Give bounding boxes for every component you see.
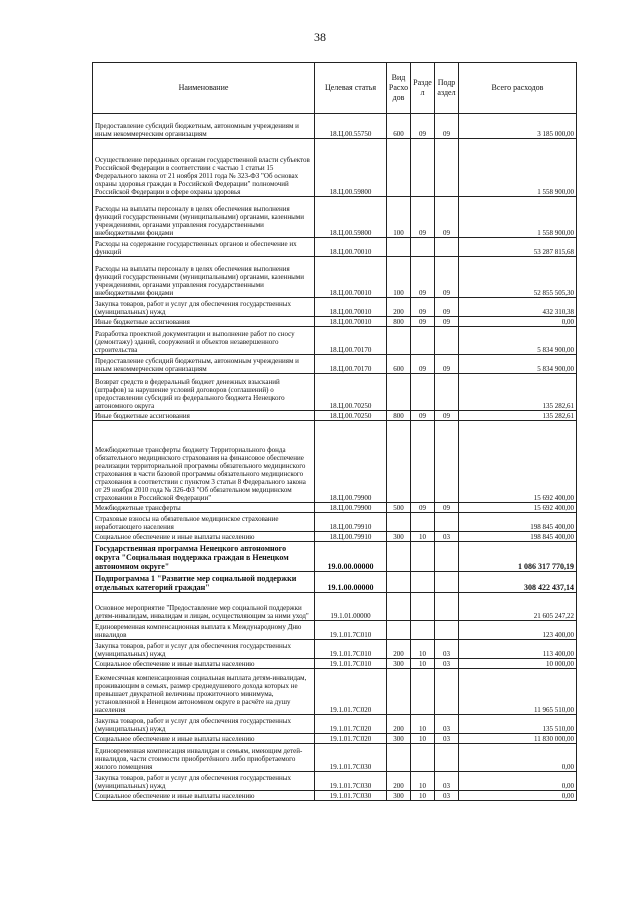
table-row	[93, 542, 577, 572]
row-expense-kind	[387, 374, 411, 411]
row-target-article: 18.Ц.00.70170	[315, 327, 387, 355]
row-section: 10	[411, 640, 435, 659]
table-row	[93, 715, 577, 734]
row-subsection	[435, 669, 459, 715]
row-section: 10	[411, 772, 435, 791]
row-target-article: 19.1.01.7С030	[315, 772, 387, 791]
row-name: Предоставление субсидий бюджетным, автономным учреждениям и иным некоммерческим организациям	[93, 355, 315, 374]
row-total: 5 834 900,00	[459, 355, 577, 374]
row-expense-kind: 500	[387, 503, 411, 513]
row-name: Ежемесячная компенсационная социальная выплата детям-инвалидам, проживающим в семьях, размер среднедушевого дохода которых не превышает двукратной величины прожиточного минимума, установленной в Ненецком автономном округе в расчёте на душу населения	[93, 669, 315, 715]
row-subsection: 09	[435, 197, 459, 238]
row-section: 09	[411, 411, 435, 421]
row-total: 52 855 505,30	[459, 257, 577, 298]
row-expense-kind: 200	[387, 772, 411, 791]
header-name: Наименование	[93, 63, 315, 114]
row-total: 198 845 400,00	[459, 532, 577, 542]
row-name: Предоставление субсидий бюджетным, автономным учреждениям и иным некоммерческим организациям	[93, 114, 315, 139]
row-total: 432 310,38	[459, 298, 577, 317]
row-name: Закупка товаров, работ и услуг для обеспечения государственных (муниципальных) нужд	[93, 772, 315, 791]
row-total: 1 558 900,00	[459, 139, 577, 197]
row-total: 3 185 000,00	[459, 114, 577, 139]
row-total: 53 287 815,68	[459, 238, 577, 257]
table-row	[93, 355, 577, 374]
row-section	[411, 513, 435, 532]
table-row	[93, 298, 577, 317]
row-target-article: 19.1.01.7С030	[315, 744, 387, 772]
row-name: Возврат средств в федеральный бюджет денежных взысканий (штрафов) за нарушение условий договоров (соглашений) о предоставлении субсидий из федерального бюджета Ненецкого автономного округа	[93, 374, 315, 411]
row-expense-kind	[387, 621, 411, 640]
row-total: 1 086 317 770,19	[459, 542, 577, 572]
row-expense-kind: 300	[387, 791, 411, 801]
row-subsection	[435, 327, 459, 355]
row-expense-kind	[387, 139, 411, 197]
row-subsection: 03	[435, 772, 459, 791]
row-expense-kind	[387, 669, 411, 715]
row-section: 09	[411, 298, 435, 317]
row-total: 15 692 400,00	[459, 503, 577, 513]
row-expense-kind: 800	[387, 317, 411, 327]
row-total: 5 834 900,00	[459, 327, 577, 355]
row-section: 10	[411, 791, 435, 801]
row-total: 0,00	[459, 744, 577, 772]
row-total: 11 965 510,00	[459, 669, 577, 715]
row-section	[411, 572, 435, 593]
row-total: 0,00	[459, 791, 577, 801]
row-target-article: 19.0.00.00000	[315, 542, 387, 572]
row-total: 123 400,00	[459, 621, 577, 640]
table-row	[93, 238, 577, 257]
row-section: 09	[411, 317, 435, 327]
table-row	[93, 791, 577, 801]
row-section	[411, 238, 435, 257]
row-target-article: 18.Ц.00.55750	[315, 114, 387, 139]
table-row	[93, 772, 577, 791]
table-row	[93, 197, 577, 238]
row-subsection	[435, 542, 459, 572]
table-row	[93, 532, 577, 542]
row-subsection: 03	[435, 659, 459, 669]
table-row	[93, 744, 577, 772]
row-total: 15 692 400,00	[459, 421, 577, 503]
table-row	[93, 411, 577, 421]
row-name: Расходы на выплаты персоналу в целях обеспечения выполнения функций государственными (муниципальными) органами, казенными учреждениями, органами управления государственными внебюджетными фондами	[93, 257, 315, 298]
row-section	[411, 139, 435, 197]
row-target-article: 18.Ц.00.70010	[315, 317, 387, 327]
row-subsection: 09	[435, 298, 459, 317]
row-expense-kind	[387, 421, 411, 503]
row-section	[411, 421, 435, 503]
row-section: 10	[411, 532, 435, 542]
row-name: Социальное обеспечение и иные выплаты населению	[93, 734, 315, 744]
row-total: 11 830 000,00	[459, 734, 577, 744]
row-expense-kind: 200	[387, 640, 411, 659]
row-expense-kind: 100	[387, 257, 411, 298]
row-target-article: 19.1.01.00000	[315, 593, 387, 621]
row-expense-kind: 300	[387, 659, 411, 669]
row-target-article: 18.Ц.00.70010	[315, 238, 387, 257]
row-section: 10	[411, 734, 435, 744]
row-target-article: 19.1.00.00000	[315, 572, 387, 593]
row-expense-kind	[387, 327, 411, 355]
row-section	[411, 542, 435, 572]
row-subsection: 09	[435, 411, 459, 421]
table-header-row	[93, 63, 577, 114]
row-section	[411, 374, 435, 411]
row-name: Межбюджетные трансферты	[93, 503, 315, 513]
header-total: Всего расходов	[459, 63, 577, 114]
row-section: 09	[411, 257, 435, 298]
table-row	[93, 572, 577, 593]
row-target-article: 19.1.01.7С020	[315, 669, 387, 715]
row-subsection	[435, 374, 459, 411]
row-target-article: 18.Ц.00.70170	[315, 355, 387, 374]
row-expense-kind	[387, 572, 411, 593]
row-subsection: 03	[435, 532, 459, 542]
row-subsection	[435, 238, 459, 257]
row-subsection: 03	[435, 715, 459, 734]
row-name: Осуществление переданных органам государственной власти субъектов Российской Федерации в соответствии с частью 1 статьи 15 Федерального закона от 21 ноября 2011 года № 323-ФЗ "Об основах охраны здоровья граждан в Российской Федерации" полномочий Российской Федерации в сфере охраны здоровья	[93, 139, 315, 197]
table-row	[93, 114, 577, 139]
row-expense-kind: 300	[387, 532, 411, 542]
row-section: 10	[411, 659, 435, 669]
row-section	[411, 621, 435, 640]
row-name: Основное мероприятие "Предоставление мер социальной поддержки детям-инвалидам, инвалидам и лицам, осуществляющим за ними уход"	[93, 593, 315, 621]
table-row	[93, 257, 577, 298]
table-row	[93, 669, 577, 715]
row-subsection: 09	[435, 114, 459, 139]
row-target-article: 18.Ц.00.70250	[315, 374, 387, 411]
row-expense-kind: 200	[387, 298, 411, 317]
row-total: 135 282,61	[459, 411, 577, 421]
row-name: Межбюджетные трансферты бюджету Территориального фонда обязательного медицинского страхования на финансовое обеспечение реализации территориальной программы обязательного медицинского страхования в части базовой программы обязательного медицинского страхования в соответствии с пунктом 3 статьи 8 Федерального закона от 29 ноября 2010 года № 326-ФЗ "Об обязательном медицинском страховании в Российской Федерации"	[93, 421, 315, 503]
table-row	[93, 734, 577, 744]
header-target-article: Целевая статья	[315, 63, 387, 114]
row-name: Единовременная компенсационная выплата к Международному Дню инвалидов	[93, 621, 315, 640]
row-target-article: 19.1.01.7С020	[315, 715, 387, 734]
row-section	[411, 327, 435, 355]
header-section: Разде л	[411, 63, 435, 114]
row-target-article: 19.1.01.7С010	[315, 640, 387, 659]
row-subsection: 09	[435, 355, 459, 374]
row-target-article: 18.Ц.00.70010	[315, 298, 387, 317]
row-name: Государственная программа Ненецкого автономного округа "Социальная поддержка граждан в Ненецком автономном округе"	[93, 542, 315, 572]
row-name: Подпрограмма 1 "Развитие мер социальной поддержки отдельных категорий граждан"	[93, 572, 315, 593]
row-total: 113 400,00	[459, 640, 577, 659]
row-target-article: 18.Ц.00.70010	[315, 257, 387, 298]
table-body	[93, 114, 577, 801]
row-expense-kind: 100	[387, 197, 411, 238]
page-number: 38	[314, 30, 326, 44]
table-row	[93, 503, 577, 513]
row-target-article: 19.1.01.7С010	[315, 659, 387, 669]
table-row	[93, 513, 577, 532]
row-section	[411, 593, 435, 621]
row-target-article: 18.Ц.00.79910	[315, 532, 387, 542]
row-name: Единовременная компенсация инвалидам и семьям, имеющим детей-инвалидов, части стоимости приобретённого либо приобретаемого жилого помещения	[93, 744, 315, 772]
row-expense-kind: 600	[387, 355, 411, 374]
row-subsection	[435, 572, 459, 593]
row-subsection: 09	[435, 257, 459, 298]
row-subsection: 03	[435, 791, 459, 801]
row-total: 1 558 900,00	[459, 197, 577, 238]
row-section	[411, 669, 435, 715]
row-target-article: 18.Ц.00.79900	[315, 503, 387, 513]
row-name: Разработка проектной документации и выполнение работ по сносу (демонтажу) зданий, сооружений и объектов незавершенного строительства	[93, 327, 315, 355]
row-subsection	[435, 744, 459, 772]
row-expense-kind: 800	[387, 411, 411, 421]
row-expense-kind: 200	[387, 715, 411, 734]
table-row	[93, 374, 577, 411]
row-subsection: 09	[435, 503, 459, 513]
row-target-article: 18.Ц.00.79910	[315, 513, 387, 532]
table-row	[93, 659, 577, 669]
row-name: Закупка товаров, работ и услуг для обеспечения государственных (муниципальных) нужд	[93, 298, 315, 317]
table-row	[93, 593, 577, 621]
row-expense-kind	[387, 542, 411, 572]
row-name: Социальное обеспечение и иные выплаты населению	[93, 532, 315, 542]
row-total: 0,00	[459, 317, 577, 327]
row-section	[411, 744, 435, 772]
row-section: 09	[411, 503, 435, 513]
row-section: 09	[411, 197, 435, 238]
row-subsection	[435, 421, 459, 503]
table-row	[93, 327, 577, 355]
row-expense-kind	[387, 513, 411, 532]
row-target-article: 19.1.01.7С010	[315, 621, 387, 640]
expenditure-table	[92, 62, 577, 801]
row-subsection: 09	[435, 317, 459, 327]
row-name: Расходы на выплаты персоналу в целях обеспечения выполнения функций государственными (муниципальными) органами, казенными учреждениями, органами управления государственными внебюджетными фондами	[93, 197, 315, 238]
row-name: Страховые взносы на обязательное медицинское страхование неработающего населения	[93, 513, 315, 532]
row-expense-kind	[387, 744, 411, 772]
row-target-article: 18.Ц.00.70250	[315, 411, 387, 421]
row-name: Расходы на содержание государственных органов и обеспечение их функций	[93, 238, 315, 257]
row-total: 135 282,61	[459, 374, 577, 411]
row-subsection	[435, 513, 459, 532]
table-row	[93, 421, 577, 503]
row-target-article: 18.Ц.00.79900	[315, 421, 387, 503]
header-subsection: Подр аздел	[435, 63, 459, 114]
row-name: Социальное обеспечение и иные выплаты населению	[93, 659, 315, 669]
row-target-article: 18.Ц.00.59800	[315, 139, 387, 197]
row-total: 135 510,00	[459, 715, 577, 734]
row-section: 09	[411, 114, 435, 139]
row-name: Закупка товаров, работ и услуг для обеспечения государственных (муниципальных) нужд	[93, 715, 315, 734]
row-name: Иные бюджетные ассигнования	[93, 411, 315, 421]
row-section: 09	[411, 355, 435, 374]
row-total: 10 000,00	[459, 659, 577, 669]
table-row	[93, 317, 577, 327]
row-subsection	[435, 139, 459, 197]
row-subsection: 03	[435, 640, 459, 659]
row-expense-kind: 300	[387, 734, 411, 744]
row-subsection	[435, 593, 459, 621]
header-expense-kind: Вид Расхо дов	[387, 63, 411, 114]
row-expense-kind	[387, 238, 411, 257]
row-target-article: 19.1.01.7С030	[315, 791, 387, 801]
row-total: 198 845 400,00	[459, 513, 577, 532]
row-total: 0,00	[459, 772, 577, 791]
row-name: Социальное обеспечение и иные выплаты населению	[93, 791, 315, 801]
table-row	[93, 640, 577, 659]
table-row	[93, 621, 577, 640]
row-target-article: 19.1.01.7С020	[315, 734, 387, 744]
row-expense-kind: 600	[387, 114, 411, 139]
row-total: 308 422 437,14	[459, 572, 577, 593]
row-name: Иные бюджетные ассигнования	[93, 317, 315, 327]
row-total: 21 605 247,22	[459, 593, 577, 621]
row-target-article: 18.Ц.00.59800	[315, 197, 387, 238]
row-subsection	[435, 621, 459, 640]
row-section: 10	[411, 715, 435, 734]
row-name: Закупка товаров, работ и услуг для обеспечения государственных (муниципальных) нужд	[93, 640, 315, 659]
table-row	[93, 139, 577, 197]
row-expense-kind	[387, 593, 411, 621]
row-subsection: 03	[435, 734, 459, 744]
